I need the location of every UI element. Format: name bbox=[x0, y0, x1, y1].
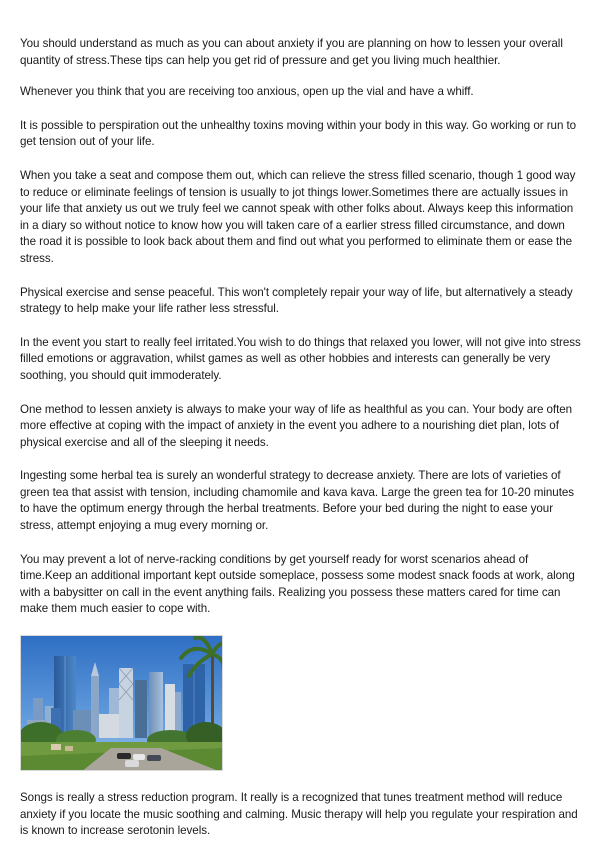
paragraph-7: One method to lessen anxiety is always to make your way of life as healthful as you can. Your body are often more effective at coping with the impact of anxiety in the event you adhere to a nourishing diet plan, lots of physical exercise and all of the sleeping it needs. bbox=[20, 402, 573, 449]
paragraph-5: Physical exercise and sense peaceful. This won't completely repair your way of life, but alternatively a steady strategy to help make your life rather less stressful. bbox=[20, 285, 573, 316]
paragraph-1: You should understand as much as you can about anxiety if you are planning on how to lessen your overall quantity of stress.These tips can help you get rid of pressure and get you living much healthier. bbox=[20, 37, 563, 67]
paragraph-3: It is possible to perspiration out the unhealthy toxins moving within your body in this way. Go working or run to get tension out of your life. bbox=[20, 118, 577, 149]
paragraph-9: You may prevent a lot of nerve-racking conditions by get yourself ready for worst scenarios ahead of time.Keep an additional important kept outside someplace, possess some modest snack foods at work, along with a babysitter on call in the event anything fails. Realizing you possess these matters cared for time can make them much easier to cope with. bbox=[20, 552, 575, 616]
city-skyline-photo bbox=[20, 635, 223, 771]
paragraph-4: When you take a seat and compose them out, which can relieve the stress filled scenario, though 1 good way to reduce or eliminate feelings of tension is usually to jot things lower.Sometimes there are actually issues in your life that anxiety us out we truly feel we cannot speak with other folks about. Always keep this information in a diary so without notice to know how you will taken care of a earlier stress filled circumstance, and down the road it is possible to look back about them and find out what you performed to eliminate them or ease the stress. bbox=[20, 168, 576, 265]
closing-paragraph: Songs is really a stress reduction program. It really is a recognized that tunes treatment method will reduce anxiety if you locate the music soothing and calming. Music therapy will help you regulate your respiration and is known to increase serotonin levels. bbox=[20, 791, 578, 838]
document-page bbox=[20, 36, 582, 857]
paragraph-2: Whenever you think that you are receiving too anxious, open up the vial and have a whiff. bbox=[20, 85, 474, 99]
paragraph-6: In the event you start to really feel irritated.You wish to do things that relaxed you lower, will not give into stress filled emotions or aggravation, whilst games as well as other hobbies and interests can generally be very soothing, you should quit immoderately. bbox=[20, 335, 581, 382]
paragraph-8: Ingesting some herbal tea is surely an wonderful strategy to decrease anxiety. There are lots of varieties of green tea that assist with tension, including chamomile and kava kava. Large the green tea for 10-20 minutes to have the optimum energy through the herbal treatments. Before your bed during the night to ease your stress, attempt enjoying a mug every morning or. bbox=[20, 469, 575, 533]
